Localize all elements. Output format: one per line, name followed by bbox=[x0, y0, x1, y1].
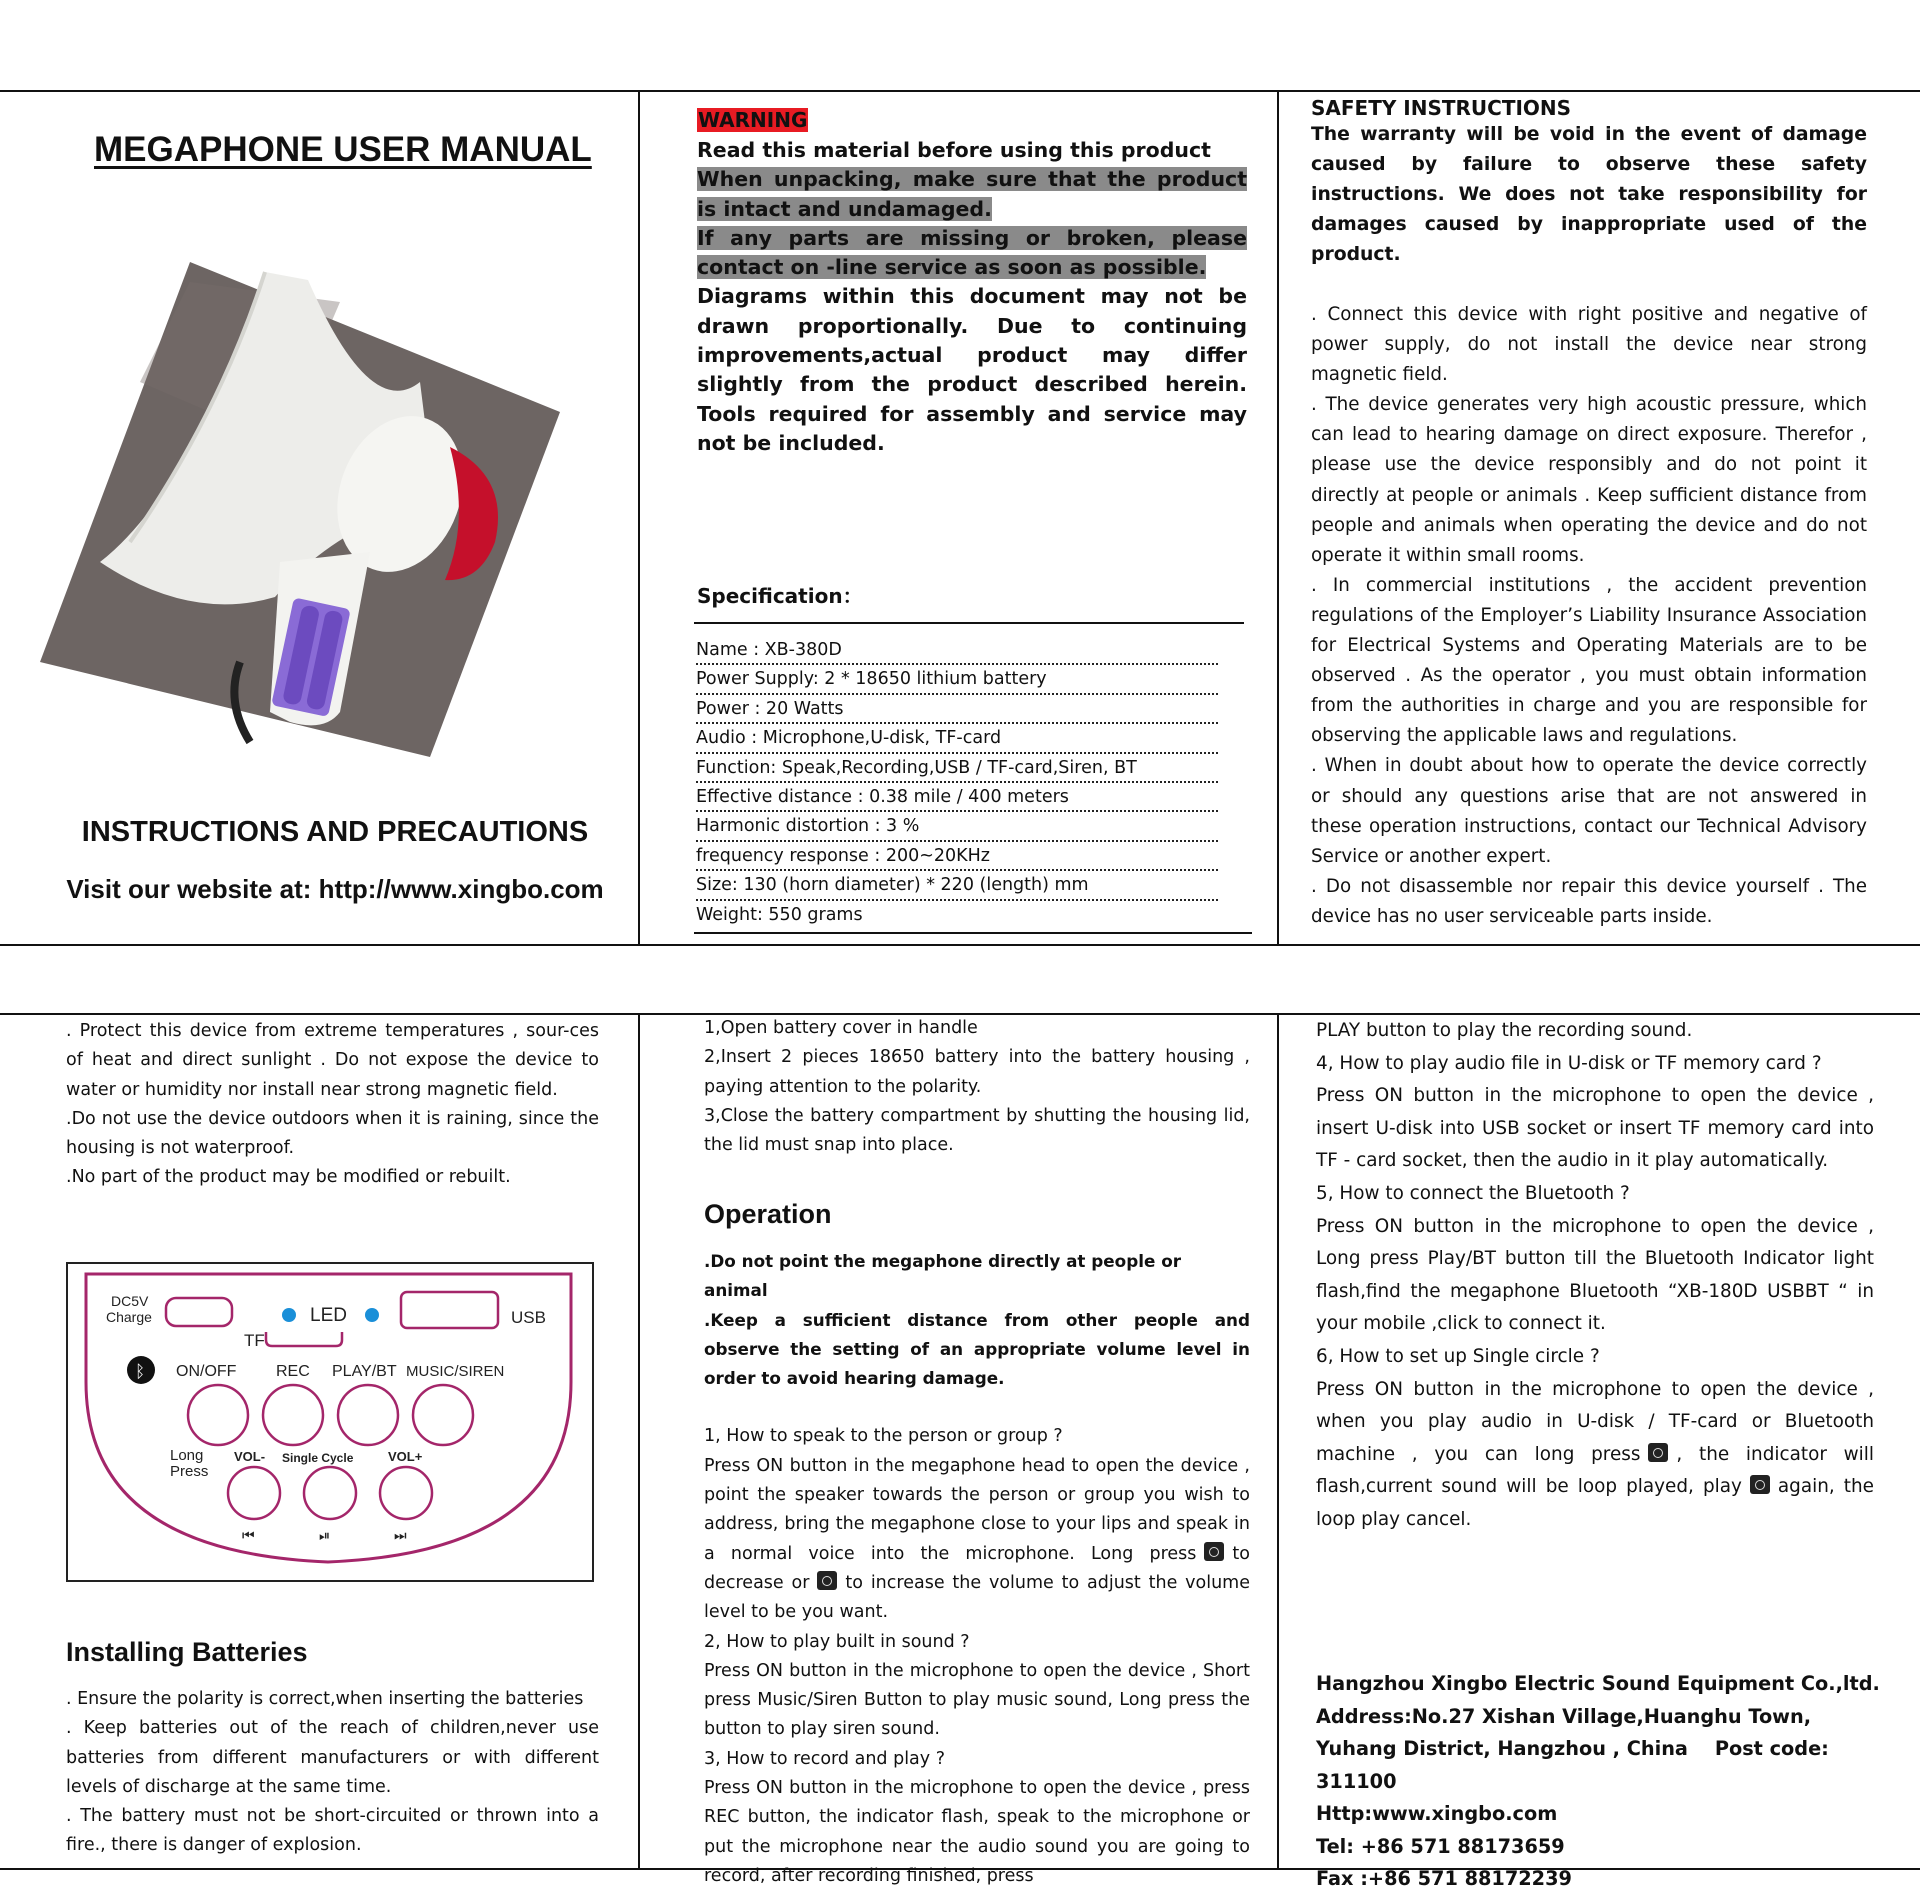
battery-steps bbox=[704, 1014, 1250, 1160]
answer-text: Press ON button in the microphone to open the device , Short press Music/Siren Button to play music sound, Long press the button to play siren sound. bbox=[704, 1660, 1250, 1740]
protect-item: .No part of the product may be modified or rebuilt. bbox=[66, 1167, 511, 1188]
company-address: Address:No.27 Xishan Village,Huanghu Town, Yuhang District, Hangzhou , China Post code: 311100 bbox=[1316, 1704, 1829, 1793]
play-button-icon bbox=[1750, 1475, 1770, 1494]
website-line: Visit our website at: http://www.xingbo.com bbox=[66, 874, 604, 904]
safety-item: . When in doubt about how to operate the device correctly or should any questions arise that are not answered in these operation instructions, contact our Technical Advisory Service or another expert. bbox=[1311, 755, 1867, 867]
spec-row: Name : XB-380D bbox=[696, 636, 1218, 665]
warning-line: If any parts are missing or broken, please contact on -line service as soon as possible. bbox=[697, 225, 1247, 280]
warning-label: WARNING bbox=[698, 108, 808, 132]
svg-text:ᛒ: ᛒ bbox=[135, 1362, 146, 1382]
safety-panel bbox=[1279, 92, 1920, 944]
megaphone-photo bbox=[40, 262, 610, 762]
spec-row: Power Supply: 2 * 18650 lithium battery bbox=[696, 665, 1218, 694]
top-sheet bbox=[0, 90, 1920, 946]
play-pause-icon: ⏯ bbox=[319, 1528, 331, 1544]
usb-label: USB bbox=[511, 1308, 546, 1327]
vol-minus-label: VOL- bbox=[234, 1449, 266, 1464]
spec-row: Harmonic distortion : 3 % bbox=[696, 812, 1218, 841]
battery-item: . Ensure the polarity is correct,when inserting the batteries bbox=[66, 1689, 584, 1709]
on-off-label: ON/OFF bbox=[176, 1363, 237, 1380]
protect-block bbox=[66, 1017, 599, 1193]
continued-panel bbox=[1279, 1015, 1920, 1890]
spec-row: Audio : Microphone,U-disk, TF-card bbox=[696, 724, 1218, 753]
safety-item: . Do not disassemble nor repair this device yourself . The device has no user serviceable parts inside. bbox=[1311, 875, 1867, 927]
batteries-block bbox=[66, 1685, 599, 1861]
vol-plus-label: VOL+ bbox=[388, 1449, 423, 1464]
company-website: Http:www.xingbo.com bbox=[1316, 1802, 1558, 1825]
continued-line: PLAY button to play the recording sound. bbox=[1316, 1020, 1693, 1041]
spec-table bbox=[696, 636, 1218, 930]
play-button-icon bbox=[1648, 1443, 1668, 1462]
safety-item: . In commercial institutions , the accident prevention regulations of the Employer’s Liability Insurance Association for Electrical Systems and Operating Materials are to be observed . As the operator , you must obtain information from the authorities in charge and you are responsible for observing the applicable laws and regulations. bbox=[1311, 574, 1867, 747]
answer-text: Press ON button in the microphone to open the device , when you play audio in U-disk / TF-card or Bluetooth machine , you can long press , the indicator will flash,current sound will be loop played, play again, the loop play cancel. bbox=[1316, 1378, 1874, 1530]
spec-rule bbox=[694, 932, 1252, 934]
continued-block bbox=[1316, 1015, 1874, 1537]
warning-line: When unpacking, make sure that the product is intact and undamaged. bbox=[697, 167, 1247, 221]
spec-row: Power : 20 Watts bbox=[696, 695, 1218, 724]
question-heading: 4, How to play audio file in U-disk or TF memory card ? bbox=[1316, 1052, 1822, 1074]
spec-row: Size: 130 (horn diameter) * 220 (length) mm bbox=[696, 871, 1218, 900]
company-block bbox=[1316, 1668, 1886, 1896]
question-heading: 1, How to speak to the person or group ? bbox=[704, 1426, 1063, 1447]
company-fax: Fax :+86 571 88172239 bbox=[1316, 1867, 1572, 1890]
company-name: Hangzhou Xingbo Electric Sound Equipment Co.,ltd. bbox=[1316, 1672, 1880, 1695]
cover-panel bbox=[0, 92, 638, 944]
music-siren-label: MUSIC/SIREN bbox=[406, 1363, 505, 1380]
long-label: Long bbox=[170, 1447, 204, 1464]
question-heading: 3, How to record and play ? bbox=[704, 1748, 945, 1769]
question-heading: 5, How to connect the Bluetooth ? bbox=[1316, 1182, 1630, 1204]
warranty-note: The warranty will be void in the event of damage caused by failure to observe these safety instructions. We does not take responsibility for damages caused by inappropriate used of the product. bbox=[1311, 124, 1867, 265]
precautions-panel bbox=[0, 1015, 638, 1868]
spec-row: Effective distance : 0.38 mile / 400 meters bbox=[696, 783, 1218, 812]
operation-block bbox=[704, 1247, 1250, 1891]
spec-heading: Specification： bbox=[697, 584, 863, 608]
operation-panel bbox=[640, 1015, 1277, 1886]
instructions-subtitle: INSTRUCTIONS AND PRECAUTIONS bbox=[81, 816, 589, 848]
spec-row: frequency response : 200~20KHz bbox=[696, 842, 1218, 871]
spec-rule bbox=[694, 622, 1244, 624]
bottom-sheet bbox=[0, 1013, 1920, 1890]
battery-item: . Keep batteries out of the reach of children,never use batteries from different manufacturers or with different levels of discharge at the same time. bbox=[66, 1718, 599, 1797]
single-cycle-label: Single Cycle bbox=[282, 1451, 354, 1465]
rec-label: REC bbox=[276, 1363, 310, 1380]
vol-minus-icon bbox=[1204, 1542, 1224, 1561]
step-item: 3,Close the battery compartment by shutting the housing lid, the lid must snap into place. bbox=[704, 1105, 1250, 1156]
control-panel-diagram bbox=[66, 1262, 594, 1582]
step-item: 1,Open battery cover in handle bbox=[704, 1018, 978, 1038]
company-tel: Tel: +86 571 88173659 bbox=[1316, 1834, 1565, 1858]
led-dot-right bbox=[365, 1308, 379, 1322]
warning-diagrams-note: Diagrams within this document may not be drawn proportionally. Due to continuing improvements,actual product may differ slightly from the product described herein. Tools required for assembly and service may not be included. bbox=[697, 284, 1247, 455]
spec-row: Weight: 550 grams bbox=[696, 904, 863, 925]
question-heading: 6, How to set up Single circle ? bbox=[1316, 1345, 1600, 1367]
answer-text: Press ON button in the megaphone head to open the device , point the speaker towards the person or group you wish to address, bring the megaphone close to your lips and speak in a normal voice into the microphone. Long press to decrease or to increase the volume to adjust the volume level to be you want. bbox=[704, 1455, 1250, 1623]
answer-text: Press ON button in the microphone to open the device , insert U-disk into USB socket or insert TF memory card into TF - card socket, then the audio in it play automatically. bbox=[1316, 1085, 1874, 1172]
safety-title: SAFETY INSTRUCTIONS bbox=[1311, 96, 1572, 120]
spec-row: Function: Speak,Recording,USB / TF-card,Siren, BT bbox=[696, 754, 1218, 783]
warning-line: Read this material before using this product bbox=[697, 138, 1211, 162]
operation-warning: .Keep a sufficient distance from other people and observe the setting of an appropriate volume level in order to avoid hearing damage. bbox=[704, 1309, 1250, 1389]
led-label: LED bbox=[310, 1305, 347, 1326]
safety-item: . The device generates very high acoustic pressure, which can lead to hearing damage on direct exposure. Therefor , please use the device responsibly and do not point it directly at people or animals . Keep sufficient distance from people and animals when operating the device and do not operate it within small rooms. bbox=[1311, 394, 1867, 566]
answer-text: Press ON button in the microphone to open the device , Long press Play/BT button till the Bluetooth Indicator light flash,find the megaphone Bluetooth “XB-180D USBBT “ in your mobile ,click to connect it. bbox=[1316, 1215, 1874, 1335]
next-icon: ⏭ bbox=[394, 1528, 407, 1544]
warning-block bbox=[697, 106, 1247, 458]
question-heading: 2, How to play built in sound ? bbox=[704, 1631, 970, 1652]
answer-text: Press ON button in the microphone to open the device , press REC button, the indicator flash, speak to the microphone or put the microphone near the audio sound you are going to record, after recording finished, press bbox=[704, 1778, 1250, 1886]
press-label: Press bbox=[170, 1463, 209, 1480]
safety-block bbox=[1311, 96, 1867, 932]
manual-title: MEGAPHONE USER MANUAL bbox=[94, 130, 592, 169]
led-dot-left bbox=[282, 1308, 296, 1322]
protect-item: . Protect this device from extreme temperatures , sour-ces of heat and direct sunlight . Do not expose the device to water or humidity nor install near strong magnetic field. bbox=[66, 1021, 599, 1100]
prev-icon: ⏮ bbox=[242, 1528, 255, 1544]
dc5v-label: DC5V bbox=[111, 1293, 149, 1309]
step-item: 2,Insert 2 pieces 18650 battery into the battery housing , paying attention to the polarity. bbox=[704, 1047, 1250, 1097]
operation-warning: .Do not point the megaphone directly at people or animal bbox=[704, 1251, 1182, 1301]
charge-label: Charge bbox=[106, 1309, 152, 1325]
battery-item: . The battery must not be short-circuited or thrown into a fire., there is danger of explosion. bbox=[66, 1806, 599, 1856]
play-bt-label: PLAY/BT bbox=[332, 1363, 397, 1380]
protect-item: .Do not use the device outdoors when it is raining, since the housing is not waterproof. bbox=[66, 1108, 599, 1159]
safety-item: . Connect this device with right positive and negative of power supply, do not install the device near strong magnetic field. bbox=[1311, 304, 1867, 386]
vol-plus-icon bbox=[817, 1571, 837, 1590]
tf-label: TF bbox=[244, 1331, 265, 1350]
operation-heading: Operation bbox=[704, 1199, 832, 1229]
batteries-heading: Installing Batteries bbox=[66, 1637, 308, 1667]
warning-panel bbox=[640, 92, 1277, 944]
